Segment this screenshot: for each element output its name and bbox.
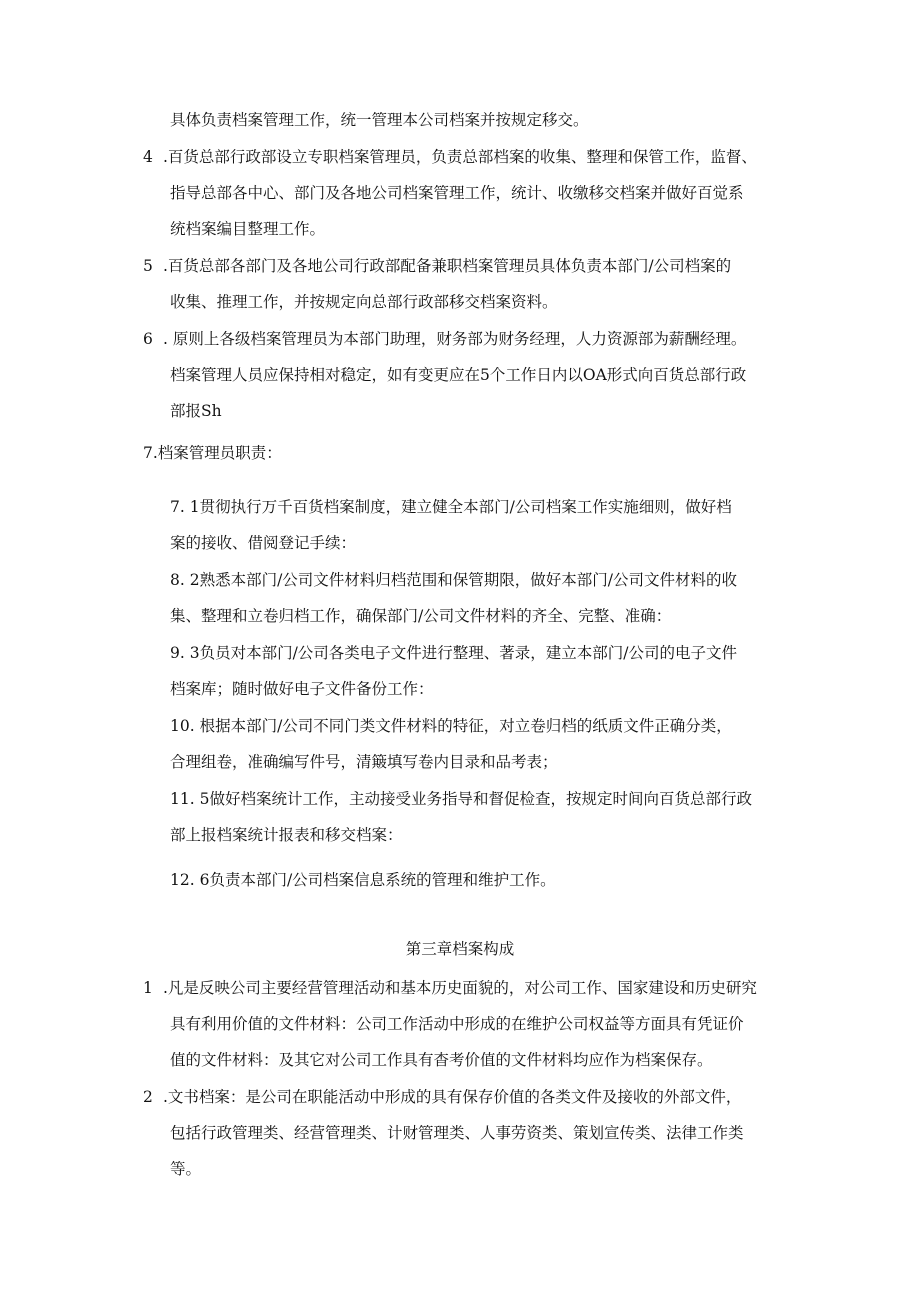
duty-2-line-1: 8. 2熟悉本部门/公司文件材料归档范围和保管期限，做好本部门/公司文件材料的收 bbox=[170, 571, 738, 589]
item-4-line-2: 指导总部各中心、部门及各地公司档案管理工作，统计、收缴移交档案并做好百觉系 bbox=[170, 184, 744, 202]
duty-5-line-2: 部上报档案统计报表和移交档案： bbox=[170, 826, 403, 844]
duty-3-line-1: 9. 3负员对本部门/公司各类电子文件进行整理、著录，建立本部门/公司的电子文件 bbox=[170, 644, 738, 662]
item-6-line-2: 档案管理人员应保持相对稳定，如有变更应在5个工作日内以OA形式向百货总部行政 bbox=[170, 366, 747, 384]
duty-1-line-1: 7. 1贯彻执行万千百货档案制度，建立健全本部门/公司档案工作实施细则，做好档 bbox=[170, 498, 732, 516]
duty-4-line-2: 合理组卷，准确编写件号，清簸填写卷内目录和品考表； bbox=[170, 753, 558, 771]
item-5-line-2: 收集、推理工作，并按规定向总部行政部移交档案资料。 bbox=[170, 293, 558, 311]
item-7-title: 7.档案管理员职责： bbox=[143, 444, 282, 462]
item-6-line-3: 部报Sh bbox=[170, 402, 222, 420]
paragraph-continuation: 具体负责档案管理工作，统一管理本公司档案并按规定移交。 bbox=[170, 111, 589, 129]
duty-4-line-1: 10. 根据本部门/公司不同门类文件材料的特征，对立卷归档的纸质文件正确分类， bbox=[170, 717, 732, 735]
item-number: 6 bbox=[143, 330, 153, 348]
duty-6-line-1: 12. 6负责本部门/公司档案信息系统的管理和维护工作。 bbox=[170, 871, 556, 889]
duty-1-line-2: 案的接收、借阅登记手续： bbox=[170, 534, 357, 552]
item-4-line-1: .百货总部行政部设立专职档案管理员，负责总部档案的收集、整理和保管工作，监督、 bbox=[163, 148, 757, 166]
ch3-item-2-line-3: 等。 bbox=[170, 1160, 202, 1178]
item-number: 5 bbox=[143, 257, 153, 275]
ch3-item-2-line-1: .文书档案：是公司在职能活动中形成的具有保存价值的各类文件及接收的外部文件， bbox=[163, 1088, 742, 1106]
ch3-item-1-line-3: 值的文件材料：及其它对公司工作具有杳考价值的文件材料均应作为档案保存。 bbox=[170, 1051, 713, 1069]
ch3-item-1-line-2: 具有利用价值的文件材料：公司工作活动中形成的在维护公司权益等方面具有凭证价 bbox=[170, 1015, 744, 1033]
item-4-line-3: 统档案编目整理工作。 bbox=[170, 220, 326, 238]
ch3-item-1-line-1: .凡是反映公司主要经营管理活动和基本历史面貌的，对公司工作、国家建设和历史研究 bbox=[163, 979, 757, 997]
duty-3-line-2: 档案库；随时做好电子文件备份工作： bbox=[170, 680, 434, 698]
item-number: 1 bbox=[143, 979, 153, 997]
duty-5-line-1: 11. 5做好档案统计工作，主动接受业务指导和督促检查，按规定时间向百货总部行政 bbox=[170, 790, 752, 808]
item-6-line-1: . 原则上各级档案管理员为本部门助理，财务部为财务经理，人力资源部为薪酬经理。 bbox=[163, 330, 747, 348]
ch3-item-2-line-2: 包括行政管理类、经营管理类、计财管理类、人事劳资类、策划宣传类、法律工作类 bbox=[170, 1124, 744, 1142]
item-number: 4 bbox=[143, 148, 153, 166]
item-5-line-1: .百货总部各部门及各地公司行政部配备兼职档案管理员具体负责本部门/公司档案的 bbox=[163, 257, 732, 275]
duty-2-line-2: 集、整理和立卷归档工作，确保部门/公司文件材料的齐全、完整、准确： bbox=[170, 607, 672, 625]
item-number: 2 bbox=[143, 1088, 153, 1106]
chapter-title: 第三章档案构成 bbox=[405, 940, 515, 958]
